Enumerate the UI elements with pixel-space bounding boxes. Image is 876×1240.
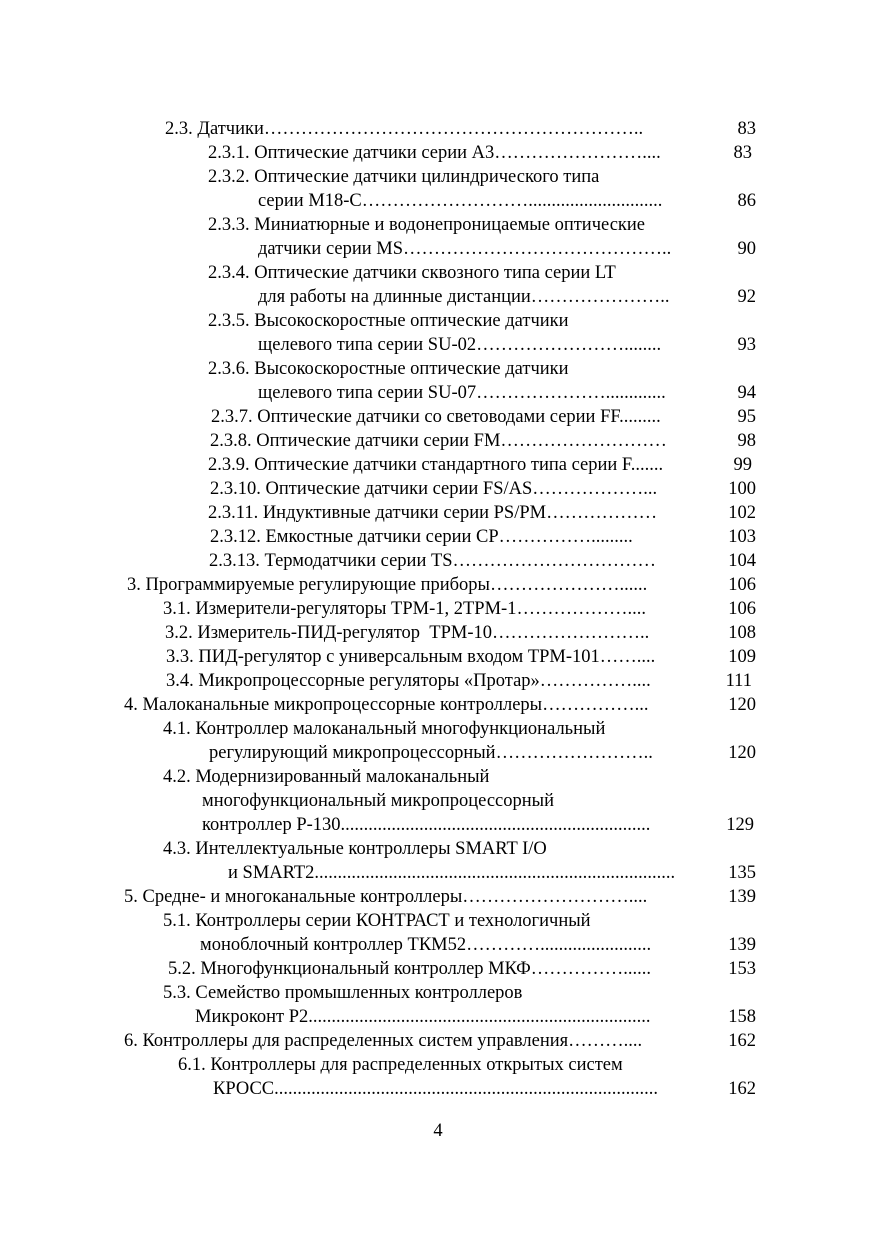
toc-entry-page: 162 [728,1031,756,1051]
toc-entry-text: 4.1. Контроллер малоканальный многофункциональный [163,719,606,739]
toc-entry-text: 3.4. Микропроцессорные регуляторы «Протар»…………….... [166,671,651,691]
toc-entry-page: 129 [726,815,754,835]
toc-entry-text: 5. Средне- и многоканальные контроллеры……………………….... [124,887,648,907]
toc-entry-text: 2.3.3. Миниатюрные и водонепроницаемые оптические [208,215,645,235]
toc-entry-text: 4.2. Модернизированный малоканальный [163,767,490,787]
toc-entry-page: 83 [733,143,752,163]
toc-entry-text: 2.3.5. Высокоскоростные оптические датчики [208,311,569,331]
toc-entry-text: КРОСС................................................................................... [213,1079,658,1099]
toc-entry-page: 109 [728,647,756,667]
toc-entry-text: 2.3. Датчики…………………………………………………….. [165,119,644,139]
toc-entry-text: 4. Малоканальные микропроцессорные контроллеры……………... [124,695,649,715]
toc-entry-page: 83 [737,119,756,139]
toc-entry-page: 98 [737,431,756,451]
toc-entry-text: 3.3. ПИД-регулятор с универсальным входом ТРМ-101…….... [166,647,656,667]
toc-entry-text: моноблочный контроллер ТКМ52…………........................ [200,935,652,955]
toc-entry-page: 139 [728,887,756,907]
toc-entry-text: 2.3.4. Оптические датчики сквозного типа серии LT [208,263,616,283]
toc-entry-page: 162 [728,1079,756,1099]
toc-entry-text: 3. Программируемые регулирующие приборы…………………...... [127,575,648,595]
toc-entry-text: контроллер Р-130................................................................... [202,815,651,835]
toc-entry-page: 103 [728,527,756,547]
toc-entry-text: 3.2. Измеритель-ПИД-регулятор ТРМ-10…………………….. [165,623,650,643]
toc-entry-text: 5.2. Многофункциональный контроллер МКФ……………...... [168,959,652,979]
toc-entry-text: 6. Контроллеры для распределенных систем управления……….... [124,1031,643,1051]
toc-entry-page: 94 [737,383,756,403]
toc-entry-text: 5.1. Контроллеры серии КОНТРАСТ и технологичный [163,911,591,931]
toc-entry-page: 102 [728,503,756,523]
toc-entry-page: 106 [728,575,756,595]
toc-entry-text: 2.3.10. Оптические датчики серии FS/AS………………... [210,479,658,499]
toc-entry-text: многофункциональный микропроцессорный [202,791,554,811]
toc-entry-text: щелевого типа серии SU-07…………………............. [258,383,666,403]
toc-entry-text: для работы на длинные дистанции………………….. [258,287,670,307]
toc-entry-page: 90 [737,239,756,259]
toc-entry-text: 2.3.9. Оптические датчики стандартного типа серии F....... [208,455,664,475]
toc-entry-text: регулирующий микропроцессорный…………………….. [209,743,653,763]
toc-entry-text: 4.3. Интеллектуальные контроллеры SMART I/O [163,839,547,859]
toc-entry-page: 153 [728,959,756,979]
toc-entry-page: 104 [728,551,756,571]
toc-entry-text: 5.3. Семейство промышленных контроллеров [163,983,523,1003]
toc-entry-page: 95 [737,407,756,427]
page-number: 4 [433,1121,443,1141]
toc-entry-text: 2.3.8. Оптические датчики серии FM……………………… [210,431,667,451]
toc-entry-page: 158 [728,1007,756,1027]
toc-entry-page: 111 [725,671,752,691]
toc-entry-text: 2.3.11. Индуктивные датчики серии PS/PM……………… [208,503,658,523]
toc-entry-text: 2.3.7. Оптические датчики со световодами серии FF......... [211,407,661,427]
toc-entry-page: 99 [733,455,752,475]
toc-entry-page: 100 [728,479,756,499]
toc-entry-text: 2.3.12. Емкостные датчики серии CP……………......... [210,527,633,547]
toc-entry-text: 2.3.6. Высокоскоростные оптические датчики [208,359,569,379]
toc-entry-text: 6.1. Контроллеры для распределенных открытых систем [178,1055,623,1075]
toc-entry-text: 3.1. Измерители-регуляторы ТРМ-1, 2ТРМ-1……………….... [163,599,646,619]
toc-entry-text: 2.3.1. Оптические датчики серии А3…………………….... [208,143,661,163]
toc-entry-text: 2.3.2. Оптические датчики цилиндрического типа [208,167,600,187]
toc-entry-page: 120 [728,695,756,715]
toc-entry-text: 2.3.13. Термодатчики серии TS…………………………… [209,551,657,571]
toc-entry-text: датчики серии MS…………………………………….. [258,239,672,259]
toc-entry-text: Микроконт Р2.......................................................................... [195,1007,651,1027]
toc-entry-page: 92 [737,287,756,307]
toc-entry-page: 93 [737,335,756,355]
toc-entry-page: 86 [737,191,756,211]
toc-entry-page: 139 [728,935,756,955]
toc-entry-page: 120 [728,743,756,763]
toc-entry-page: 135 [728,863,756,883]
toc-entry-text: серии М18-С………………………............................. [258,191,663,211]
toc-entry-text: щелевого типа серии SU-02……………………........ [258,335,662,355]
toc-entry-text: и SMART2.............................................................................. [228,863,676,883]
toc-entry-page: 108 [728,623,756,643]
toc-entry-page: 106 [728,599,756,619]
